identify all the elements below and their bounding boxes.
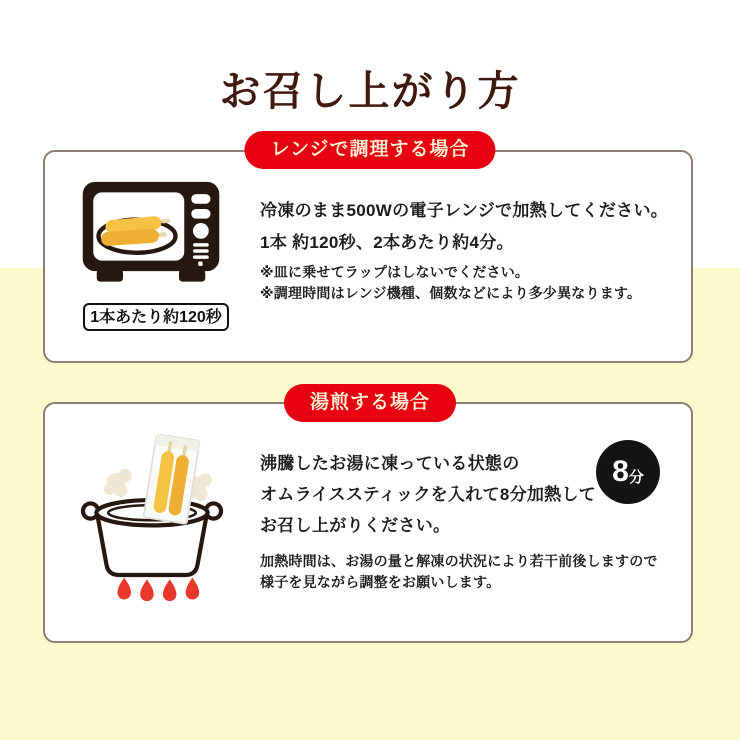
boil-time-badge [596,440,660,504]
microwave-instruction-line: 冷凍のまま500Wの電子レンジで加熱してください。 [260,201,669,220]
microwave-instruction-line: 1本 約120秒、2本あたり約4分。 [260,233,514,252]
microwave-note-line: ※調理時間はレンジ機種、個数などにより多少異なります。 [260,285,642,301]
microwave-icon [81,180,221,287]
microwave-note-line: ※皿に乗せてラップはしないでください。 [260,264,530,280]
boil-note-line: 加熱時間は、お湯の量と解凍の状況により若干前後しますので [260,553,658,569]
pot-icon [72,430,232,603]
boil-card [43,402,693,643]
page-title: お召し上がり方 [219,68,521,114]
flames [117,578,199,602]
boil-badge: 湯煎する場合 [284,384,456,422]
microwave-badge: レンジで調理する場合 [244,131,495,169]
boil-instruction-line: 沸騰したお湯に凍っている状態の [260,454,520,473]
boil-instruction-line: お召し上がりください。 [260,516,451,535]
microwave-card [43,150,693,363]
boil-time-unit: 分 [628,468,644,486]
microwave-time-caption: 1本あたり約120秒 [83,303,229,331]
boil-note-line: 様子を見ながら調整をお願いします。 [260,574,501,590]
boil-time-number: 8 [612,455,629,488]
boil-instruction-line: オムライススティックを入れて8分加熱して [260,485,597,504]
